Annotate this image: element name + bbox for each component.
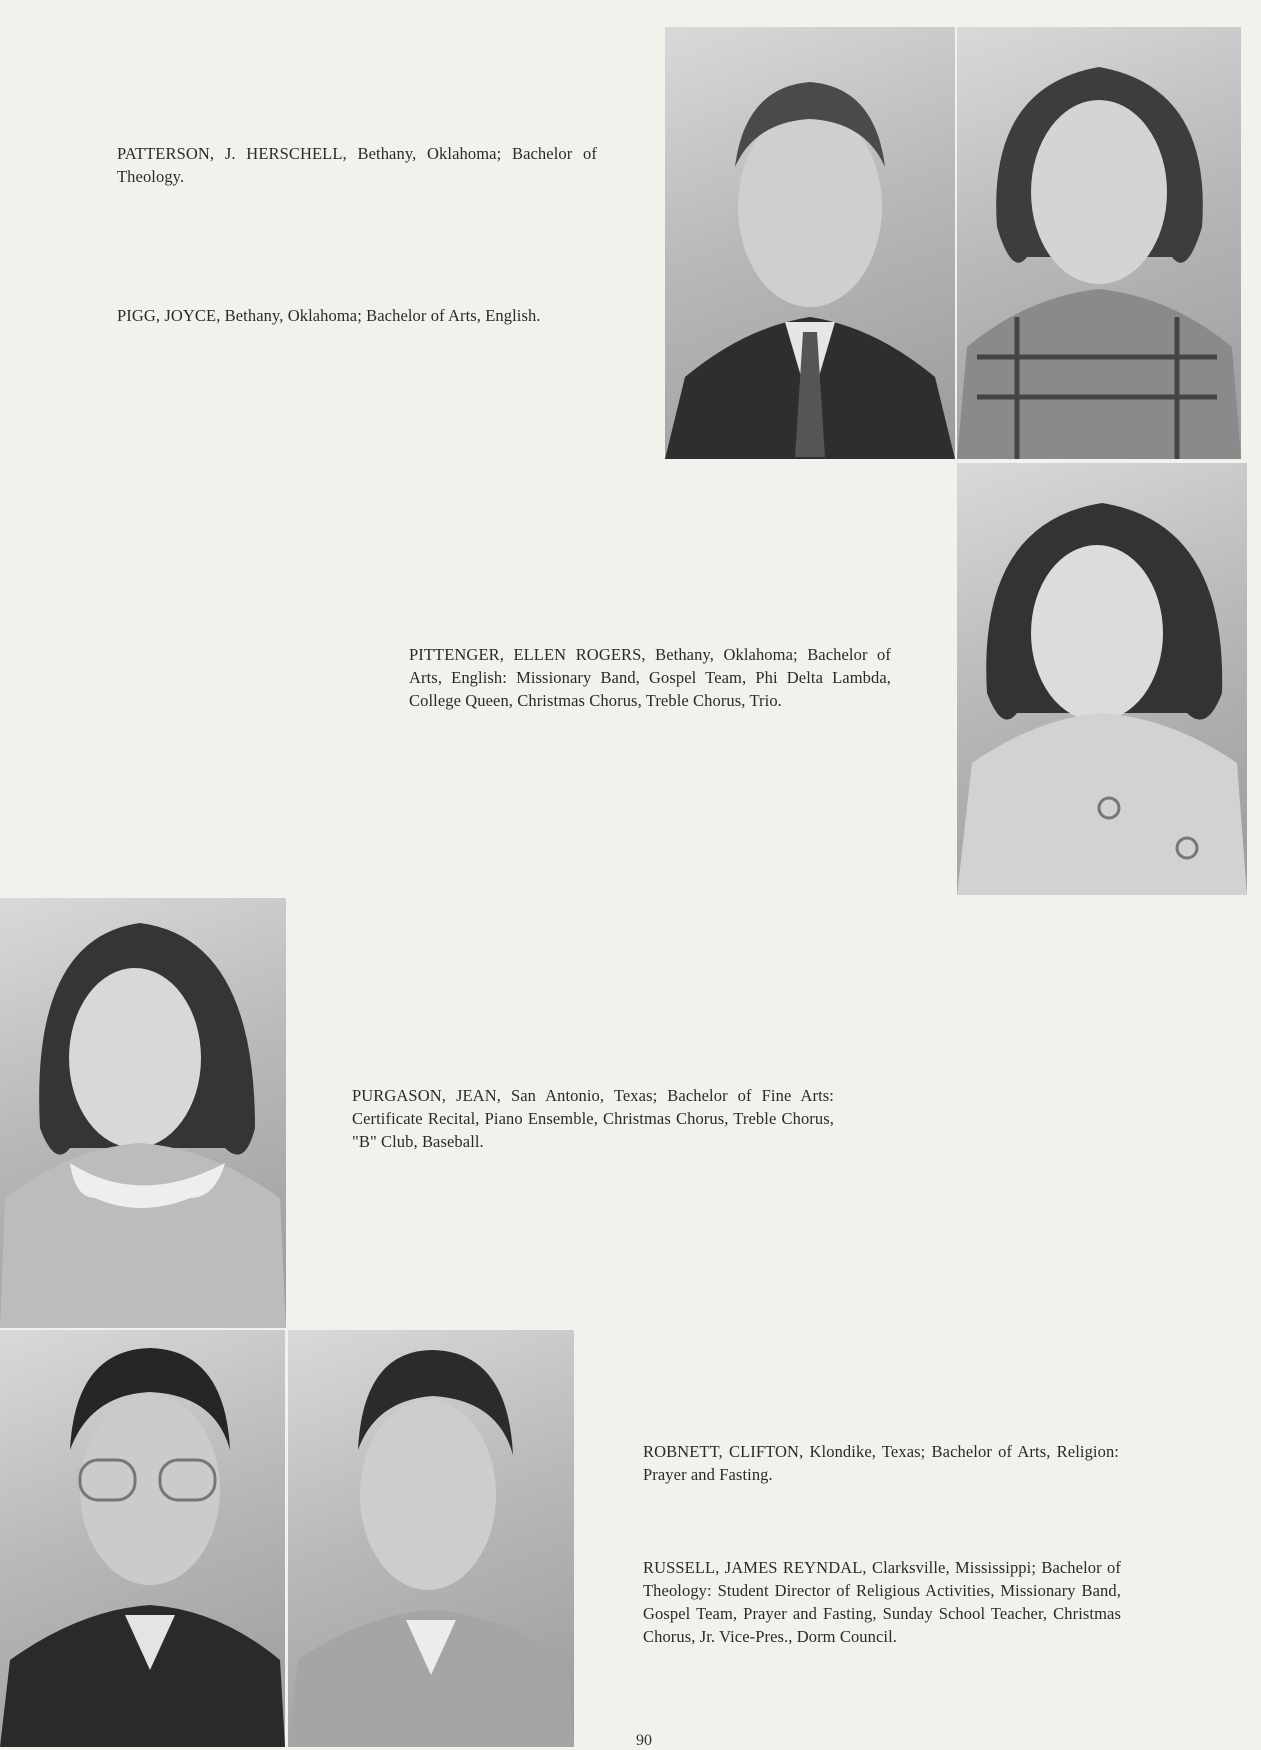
- portrait-russell: [288, 1330, 574, 1747]
- entry-patterson: PATTERSON, J. HERSCHELL, Bethany, Oklahoma; Bachelor of Theology.: [117, 144, 597, 186]
- page-number: 90: [636, 1732, 652, 1749]
- entry-pigg: PIGG, JOYCE, Bethany, Oklahoma; Bachelor of Arts, English.: [117, 306, 541, 325]
- entry-pittenger: PITTENGER, ELLEN ROGERS, Bethany, Oklahoma; Bachelor of Arts, English: Missionary Band, Gospel Team, Phi Delta Lambda, College Queen, Christmas Chorus, Treble Chorus, Trio.: [409, 645, 891, 710]
- portrait-patterson: [665, 27, 955, 459]
- portrait-purgason: [0, 898, 286, 1328]
- entry-purgason: PURGASON, JEAN, San Antonio, Texas; Bachelor of Fine Arts: Certificate Recital, Piano Ensemble, Christmas Chorus, Treble Chorus, "B" Club, Baseball.: [352, 1086, 834, 1151]
- entry-robnett: ROBNETT, CLIFTON, Klondike, Texas; Bachelor of Arts, Religion: Prayer and Fasting.: [643, 1442, 1119, 1484]
- portrait-robnett: [0, 1330, 285, 1747]
- portrait-pittenger: [957, 463, 1247, 895]
- portrait-pigg: [957, 27, 1241, 459]
- entry-russell: RUSSELL, JAMES REYNDAL, Clarksville, Mississippi; Bachelor of Theology: Student Director of Religious Activities, Missionary Band, Gospel Team, Prayer and Fasting, Sunday School Teacher, Christmas Chorus, Jr. Vice-Pres., Dorm Council.: [643, 1558, 1121, 1646]
